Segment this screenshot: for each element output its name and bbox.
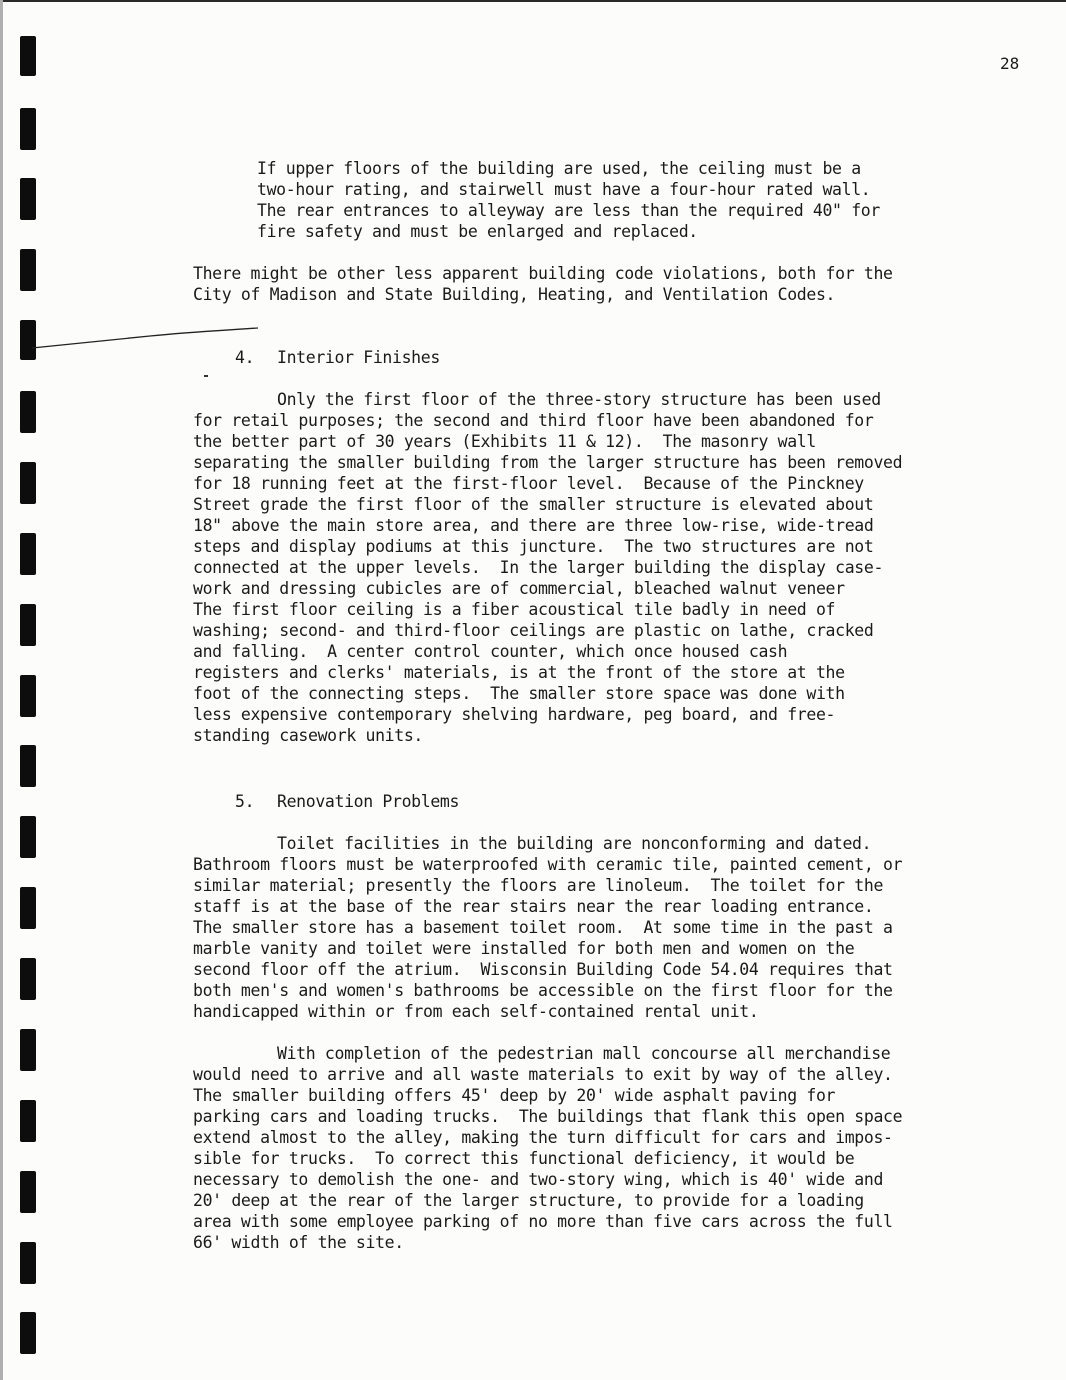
punch-hole — [20, 249, 36, 291]
text-line: fire safety and must be enlarged and replaced. — [257, 222, 698, 241]
punch-hole — [20, 178, 36, 220]
binding-edge — [0, 0, 3, 1380]
text-line: would need to arrive and all waste materials to exit by way of the alley. — [193, 1065, 893, 1084]
text-line: If upper floors of the building are used, the ceiling must be a — [257, 159, 861, 178]
text-line: 66' width of the site. — [193, 1233, 404, 1252]
text-line: marble vanity and toilet were installed for both men and women on the — [193, 939, 855, 958]
text-line: second floor off the atrium. Wisconsin Building Code 54.04 requires that — [193, 960, 893, 979]
text-line: for retail purposes; the second and third floor have been abandoned for — [193, 411, 874, 430]
punch-hole — [20, 887, 36, 929]
punch-hole — [20, 1242, 36, 1284]
text-line: staff is at the base of the rear stairs near the rear loading entrance. — [193, 897, 874, 916]
page-top-edge — [0, 0, 1066, 2]
text-line: similar material; presently the floors are linoleum. The toilet for the — [193, 876, 884, 895]
text-line: Only the first floor of the three-story structure has been used — [277, 390, 881, 409]
punch-hole — [20, 462, 36, 504]
section-4-number: 4. — [235, 348, 255, 367]
text-line: less expensive contemporary shelving hardware, peg board, and free- — [193, 705, 836, 724]
punch-hole — [20, 533, 36, 575]
pen-mark — [30, 318, 270, 358]
text-line: handicapped within or from each self-contained rental unit. — [193, 1002, 759, 1021]
punch-hole — [20, 1100, 36, 1142]
punch-hole — [20, 604, 36, 646]
page-number: 28 — [1000, 54, 1020, 73]
punch-hole — [20, 36, 36, 76]
text-line: Toilet facilities in the building are nonconforming and dated. — [277, 834, 872, 853]
text-line: two-hour rating, and stairwell must have a four-hour rated wall. — [257, 180, 871, 199]
text-line: The rear entrances to alleyway are less than the required 40" for — [257, 201, 880, 220]
punch-hole — [20, 1312, 36, 1354]
section-5-number: 5. — [235, 792, 255, 811]
text-line: separating the smaller building from the larger structure has been removed — [193, 453, 903, 472]
text-line: standing casework units. — [193, 726, 424, 745]
punch-hole — [20, 675, 36, 717]
text-line: Bathroom floors must be waterproofed with ceramic tile, painted cement, or — [193, 855, 903, 874]
text-line: steps and display podiums at this juncture. The two structures are not — [193, 537, 874, 556]
text-line: With completion of the pedestrian mall concourse all merchandise — [277, 1044, 891, 1063]
punch-hole — [20, 391, 36, 433]
text-line: parking cars and loading trucks. The buildings that flank this open space — [193, 1107, 903, 1126]
punch-hole — [20, 745, 36, 787]
punch-hole — [20, 1171, 36, 1213]
text-line: for 18 running feet at the first-floor level. Because of the Pinckney — [193, 474, 864, 493]
punch-hole — [20, 108, 36, 150]
text-line: connected at the upper levels. In the larger building the display case- — [193, 558, 884, 577]
text-line: work and dressing cubicles are of commercial, bleached walnut veneer — [193, 579, 845, 598]
text-line: washing; second- and third-floor ceilings are plastic on lathe, cracked — [193, 621, 874, 640]
text-line: and falling. A center control counter, which once housed cash — [193, 642, 788, 661]
text-line: The smaller store has a basement toilet room. At some time in the past a — [193, 918, 893, 937]
text-line: There might be other less apparent building code violations, both for the — [193, 264, 893, 283]
text-line: the better part of 30 years (Exhibits 11 & 12). The masonry wall — [193, 432, 816, 451]
text-line: sible for trucks. To correct this functional deficiency, it would be — [193, 1149, 855, 1168]
stray-mark — [204, 375, 208, 377]
text-line: The first floor ceiling is a fiber acoustical tile badly in need of — [193, 600, 836, 619]
text-line: area with some employee parking of no more than five cars across the full — [193, 1212, 893, 1231]
text-line: The smaller building offers 45' deep by 20' wide asphalt paving for — [193, 1086, 836, 1105]
text-line: both men's and women's bathrooms be accessible on the first floor for the — [193, 981, 893, 1000]
text-line: 20' deep at the rear of the larger structure, to provide for a loading — [193, 1191, 864, 1210]
section-4-title: Interior Finishes — [277, 348, 440, 367]
text-line: necessary to demolish the one- and two-story wing, which is 40' wide and — [193, 1170, 884, 1189]
punch-hole — [20, 1029, 36, 1071]
text-line: Street grade the first floor of the smaller structure is elevated about — [193, 495, 874, 514]
text-line: extend almost to the alley, making the turn difficult for cars and impos- — [193, 1128, 893, 1147]
text-line: City of Madison and State Building, Heating, and Ventilation Codes. — [193, 285, 836, 304]
text-line: foot of the connecting steps. The smaller store space was done with — [193, 684, 845, 703]
punch-hole — [20, 958, 36, 1000]
section-5-title: Renovation Problems — [277, 792, 460, 811]
punch-hole — [20, 816, 36, 858]
text-line: registers and clerks' materials, is at the front of the store at the — [193, 663, 845, 682]
text-line: 18" above the main store area, and there are three low-rise, wide-tread — [193, 516, 874, 535]
